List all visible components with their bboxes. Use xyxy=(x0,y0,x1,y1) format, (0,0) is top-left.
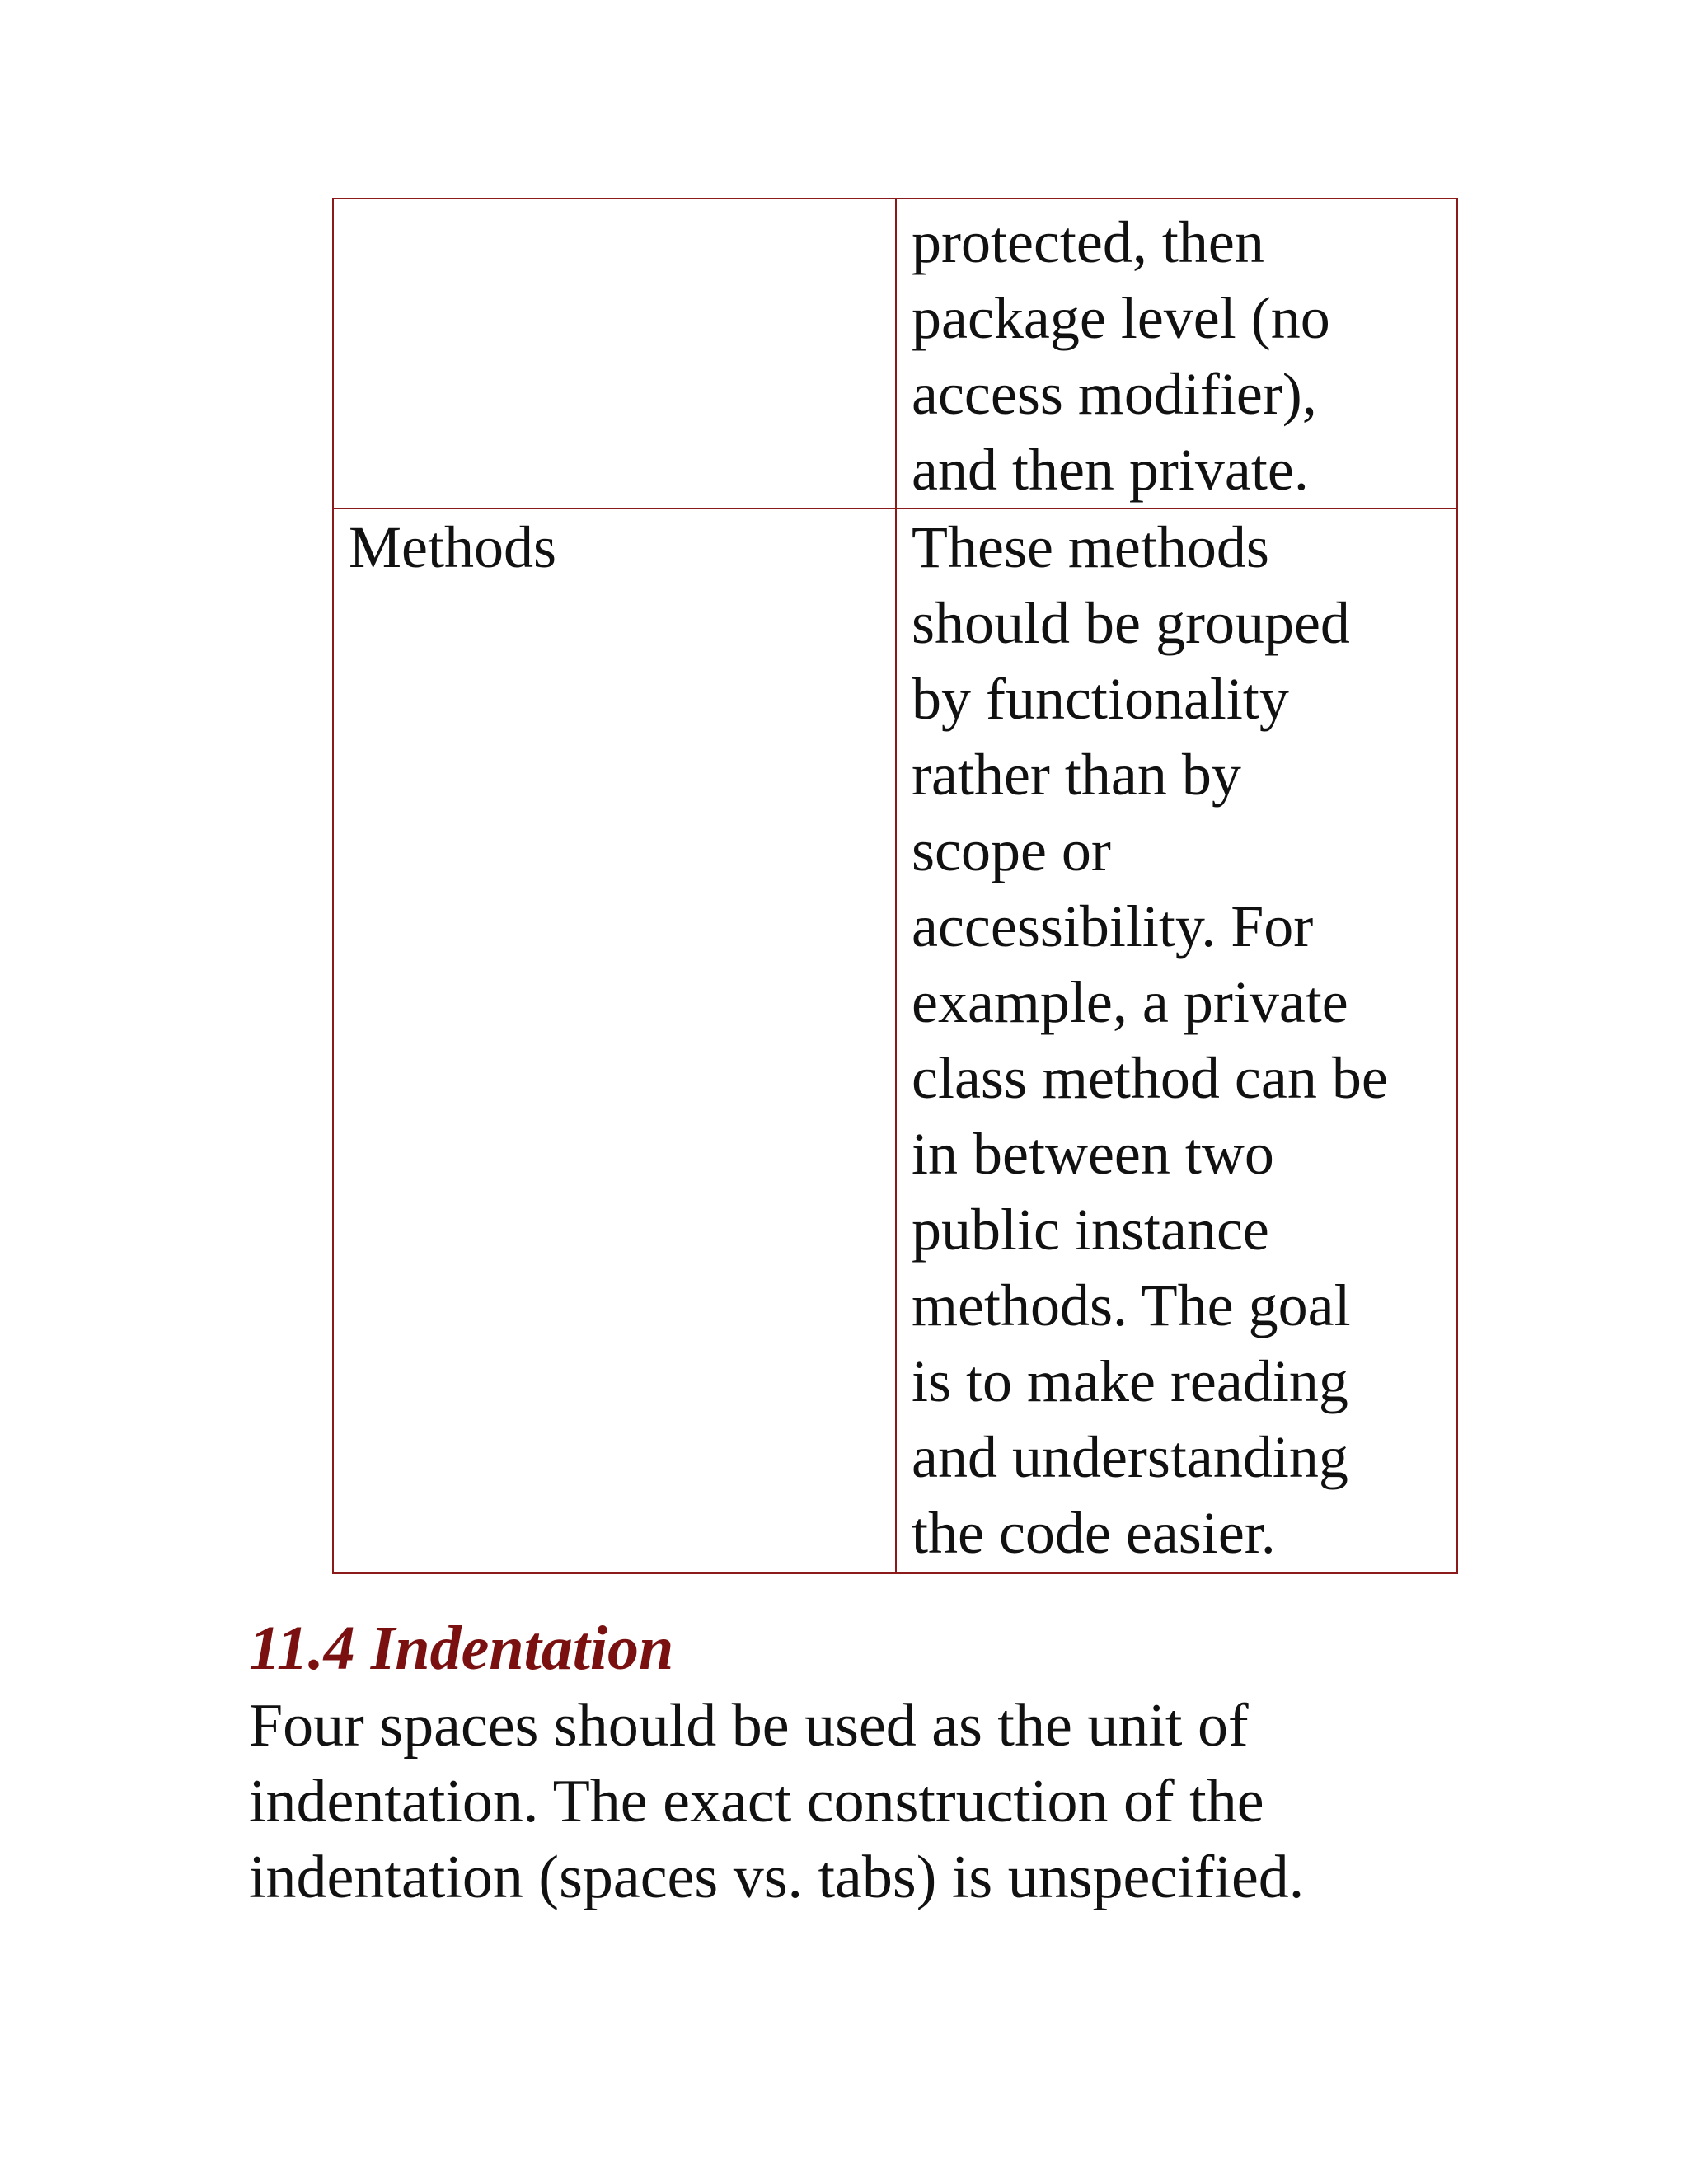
table-cell-notes xyxy=(896,199,1457,509)
table-row xyxy=(333,199,1457,509)
table-cell-part xyxy=(333,199,896,509)
table-row xyxy=(333,509,1457,1573)
table-cell-part xyxy=(333,509,896,1573)
cell-notes-text: These methods should be grouped by functionality rather than by scope or accessibility. For example, a private class method can be in between two public instance methods. The goal is to make reading and understanding the code easier. xyxy=(912,514,1388,1566)
table-cell-notes xyxy=(896,509,1457,1573)
section-body-paragraph: Four spaces should be used as the unit of indentation. The exact construction of the indentation (spaces vs. tabs) is unspecified. xyxy=(249,1692,1305,1911)
cell-notes-text: protected, then package level (no access modifier), and then private. xyxy=(912,209,1330,503)
section-heading: 11.4 Indentation xyxy=(249,1614,674,1683)
declaration-order-table xyxy=(332,198,1458,1574)
cell-part-text: Methods xyxy=(349,514,556,580)
